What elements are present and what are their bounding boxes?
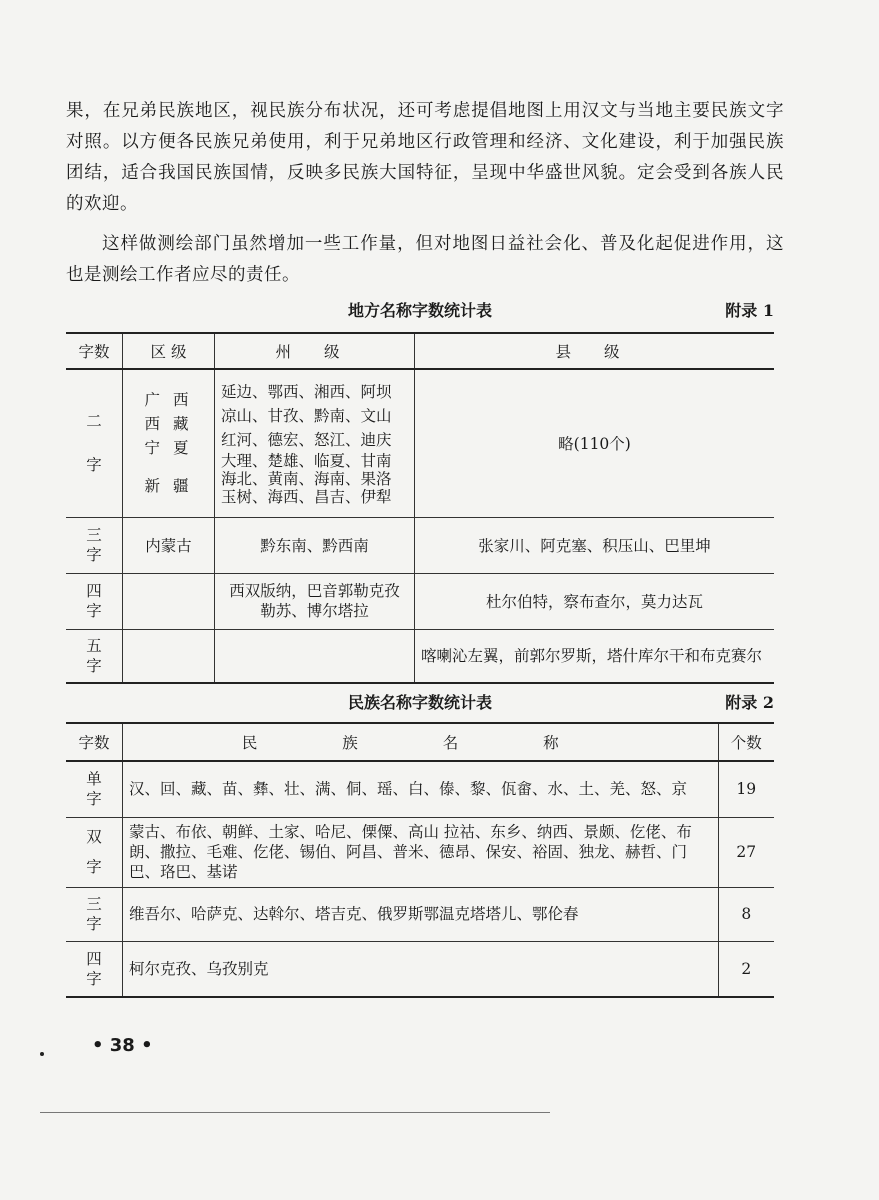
t2-row2-names: 蒙古、布依、朝鲜、土家、哈尼、傈僳、高山 拉祜、东乡、纳西、景颇、仡佬、布朗、撒拉、毛难、仡佬、锡伯、阿昌、普米、德昂、保安、裕固、独龙、赫哲、门巴、珞巴、基诺 (123, 817, 719, 887)
table-row (66, 517, 774, 573)
t1-row4-county: 喀喇沁左翼，前郭尔罗斯，塔什库尔干和布克赛尔 (415, 629, 775, 683)
t2-row3-total: 8 (718, 887, 774, 941)
t1-row1-region: 广 西 西 藏 宁 夏 新 疆 (123, 369, 215, 517)
t2-row4-total: 2 (718, 941, 774, 997)
scan-speck (40, 1052, 44, 1056)
t1-row4-region (123, 629, 215, 683)
t1-row1-count: 二 字 (66, 369, 123, 517)
place-name-table (66, 332, 774, 684)
t1-row3-prefecture: 西双版纳，巴音郭勒克孜勒苏、博尔塔拉 (215, 573, 415, 629)
t1-row2-count: 三 字 (66, 517, 123, 573)
t2-row3-count: 三 字 (66, 887, 123, 941)
t2-row3-names: 维吾尔、哈萨克、达斡尔、塔吉克、俄罗斯鄂温克塔塔儿、鄂伦春 (123, 887, 719, 941)
t1-row2-county: 张家川、阿克塞、积压山、巴里坤 (415, 517, 775, 573)
ethnic-name-table (66, 722, 774, 998)
table1-appendix-note: 附录 1 (725, 301, 774, 320)
t1-row4-prefecture (215, 629, 415, 683)
t1-header-county: 县 级 (415, 333, 775, 369)
t2-header-name: 民 族 名 称 (123, 723, 719, 761)
t2-row1-total: 19 (718, 761, 774, 817)
t2-header-count: 字数 (66, 723, 123, 761)
t1-header-region: 区 级 (123, 333, 215, 369)
t2-row1-count: 单 字 (66, 761, 123, 817)
table2-appendix-note: 附录 2 (725, 693, 774, 712)
t2-row1-names: 汉、回、藏、苗、彝、壮、满、侗、瑶、白、傣、黎、佤畲、水、土、羌、怒、京 (123, 761, 719, 817)
t2-row2-total: 27 (718, 817, 774, 887)
t2-row4-names: 柯尔克孜、乌孜别克 (123, 941, 719, 997)
table-row (66, 817, 774, 887)
body-paragraph-2: 这样做测绘部门虽然增加一些工作量，但对地图日益社会化、普及化起促进作用，这也是测绘工作者应尽的责任。 (66, 234, 784, 285)
page-number: • 38 • (92, 1035, 153, 1056)
body-paragraph-1: 果，在兄弟民族地区，视民族分布状况，还可考虑提倡地图上用汉文与当地主要民族文字对照。以方便各民族兄弟使用，利于兄弟地区行政管理和经济、文化建设，利于加强民族团结，适合我国民族国情，反映多民族大国特征，呈现中华盛世风貌。定会受到各族人民的欢迎。 (66, 101, 784, 214)
t1-row1-county: 略(110个) (415, 369, 775, 517)
t2-header-total: 个数 (718, 723, 774, 761)
t1-row4-count: 五 字 (66, 629, 123, 683)
table-row (66, 573, 774, 629)
scan-line (40, 1112, 550, 1113)
t1-row2-prefecture: 黔东南、黔西南 (215, 517, 415, 573)
t1-row3-county: 杜尔伯特，察布查尔，莫力达瓦 (415, 573, 775, 629)
t2-row4-count: 四 字 (66, 941, 123, 997)
t1-header-count: 字数 (66, 333, 123, 369)
t1-row1-prefecture: 延边、鄂西、湘西、阿坝 凉山、甘孜、黔南、文山 红河、德宏、怒江、迪庆 大理、楚雄、临夏、甘南 海北、黄南、海南、果洛 玉树、海西、昌吉、伊犁 (215, 369, 415, 517)
table-row (66, 761, 774, 817)
table-row (66, 941, 774, 997)
t1-row3-region (123, 573, 215, 629)
table2-title: 民族名称字数统计表 (347, 693, 492, 712)
t1-header-prefecture: 州 级 (215, 333, 415, 369)
t1-row2-region: 内蒙古 (123, 517, 215, 573)
table-row (66, 887, 774, 941)
table1-title: 地方名称字数统计表 (347, 301, 492, 320)
t2-row2-count: 双 字 (66, 817, 123, 887)
table-row (66, 369, 774, 517)
table-row (66, 629, 774, 683)
t1-row3-count: 四 字 (66, 573, 123, 629)
